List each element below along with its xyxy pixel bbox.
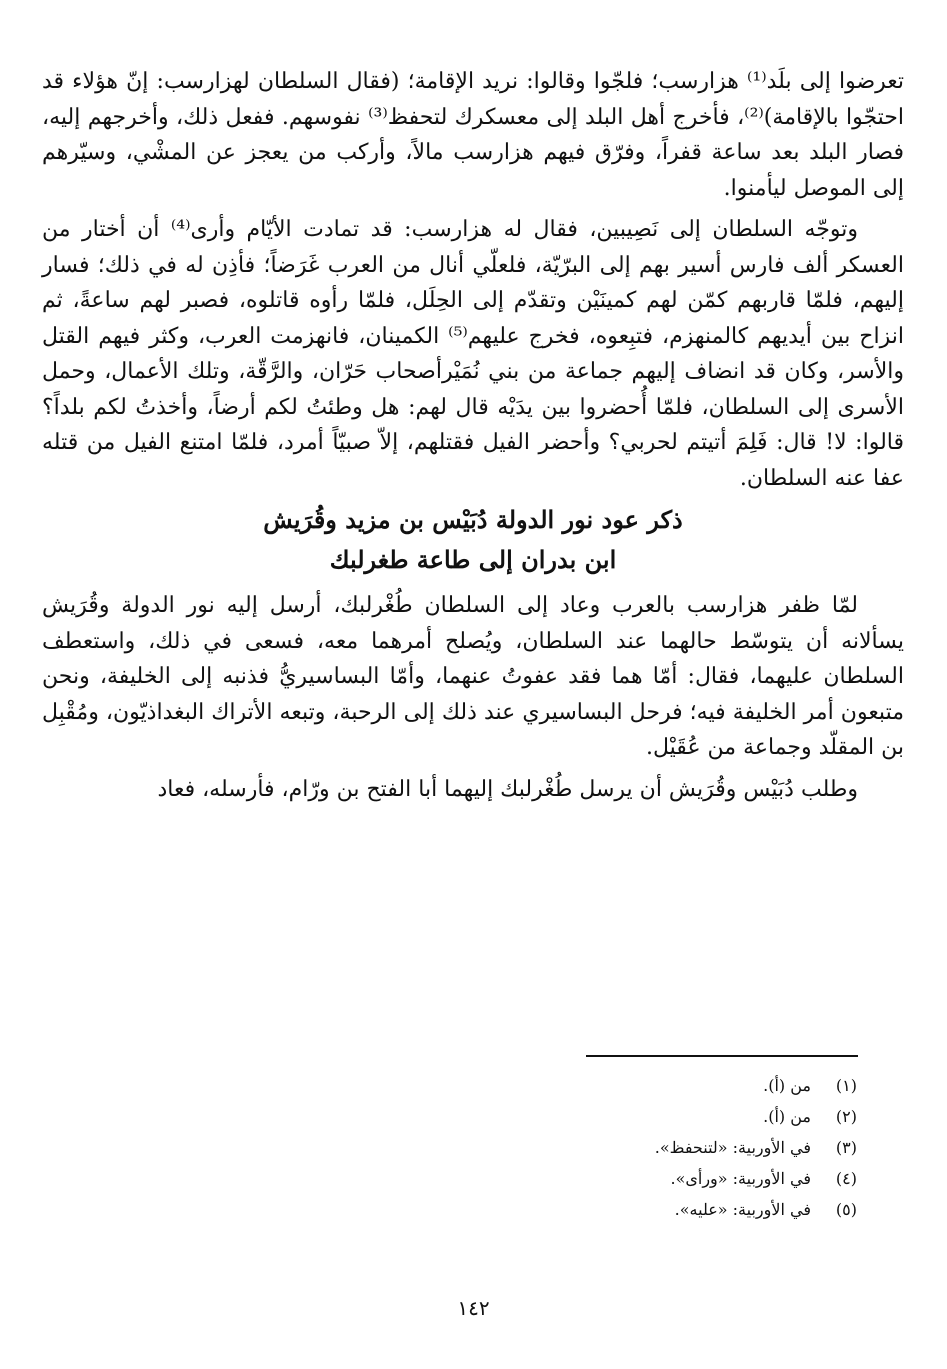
footnote-5 <box>437 1194 857 1225</box>
footnote-4 <box>437 1163 857 1194</box>
footnote-divider <box>586 1055 858 1057</box>
footnote-text: في الأوربية: «عليه». <box>674 1200 811 1219</box>
paragraph-1: تعرضوا إلى بلَد⁽¹⁾ هزارسب؛ فلجّوا وقالوا: نريد الإقامة؛ (فقال السلطان لهزارسب: إنّ هؤلاء قد احتجّوا بالإقامة)⁽²⁾، فأخرج أهل البلد إلى معسكرك لتحفظ⁽³⁾ نفوسهم. ففعل ذلك، وأخرجهم إليه، فصار البلد بعد ساعة قفراً، وفرّق فيهم هزارسب مالاً، وأركب من يعجز عن المشْي، وسيّرهم إلى الموصل ليأمنوا. <box>42 69 904 201</box>
footnote-3 <box>437 1132 857 1163</box>
footnote-1 <box>437 1070 857 1101</box>
main-text <box>42 64 904 807</box>
footnote-number: (٢) <box>835 1107 857 1126</box>
footnote-2 <box>437 1101 857 1132</box>
footnote-number: (٤) <box>835 1169 857 1188</box>
section-heading <box>42 500 904 580</box>
page-number: ١٤٢ <box>457 1296 490 1320</box>
paragraph-3: لمّا ظفر هزارسب بالعرب وعاد إلى السلطان طُغْرلبك، أرسل إليه نور الدولة وقُرَيش يسألانه أن يتوسّط حالهما عند السلطان، ويُصلح أمرهما معه، فسعى في ذلك، واستعطف السلطان عليهما، فقال: أمّا هما فقد عفوتُ عنهما، وأمّا البساسيريُّ فذنبه إلى الخليفة، ونحن متبعون أمر الخليفة فيه؛ فرحل البساسيري عند ذلك إلى الرحبة، وتبعه الأتراك البغداذيّون، ومُقْبِل بن المقلّد وجماعة من عُقَيْل. <box>42 593 904 760</box>
footnote-number: (١) <box>835 1076 857 1095</box>
heading-line-2: ابن بدران إلى طاعة طغرلبك <box>329 545 617 574</box>
heading-line-1: ذكر عود نور الدولة دُبَيْس بن مزيد وقُرَيش <box>263 505 683 534</box>
footnotes <box>437 1070 857 1225</box>
paragraph-2: وتوجّه السلطان إلى نَصِيبين، فقال له هزارسب: قد تمادت الأيّام وأرى⁽⁴⁾ أن أختار من العسكر ألف فارس أسير بهم إلى البرّيّة، فلعلّي أنال من العرب غَرَضاً؛ فأذِن له في ذلك؛ فسار إليهم، فلمّا قاربهم كمّن لهم كمينَيْن وتقدّم إلى الحِلَل، فلمّا رأوه قاتلوه، فصبر لهم ساعةً، ثم انزاح بين أيديهم كالمنهزم، فتبِعوه، فخرج عليهم⁽⁵⁾ الكمينان، فانهزمت العرب، وكثر فيهم القتل والأسر، وكان قد انضاف إليهم جماعة من بني نُمَيْرأصحاب حَرّان، والرَّقّة، وتلك الأعمال، وحمل الأسرى إلى السلطان، فلمّا أُحضروا بين يدَيْه قال لهم: هل وطئتُ لكم أرضاً، وأخذتُ لكم بلداً؟ قالوا: لا! قال: فَلِمَ أتيتم لحربي؟ وأحضر الفيل فقتلهم، إلاّ صبيّاً أمرد، فلمّا امتنع الفيل من قتله عفا عنه السلطان. <box>42 217 904 491</box>
footnote-text: في الأوربية: «لتنحفظ». <box>654 1138 811 1157</box>
paragraph-4: وطلب دُبَيْس وقُرَيش أن يرسل طُغْرلبك إليهما أبا الفتح بن ورّام، فأرسله، فعاد <box>157 776 858 802</box>
footnote-number: (٥) <box>835 1200 857 1219</box>
footnote-text: في الأوربية: «ورأى». <box>670 1169 811 1188</box>
footnote-text: من (أ). <box>763 1076 811 1095</box>
footnote-text: من (أ). <box>763 1107 811 1126</box>
footnote-number: (٣) <box>835 1138 857 1157</box>
